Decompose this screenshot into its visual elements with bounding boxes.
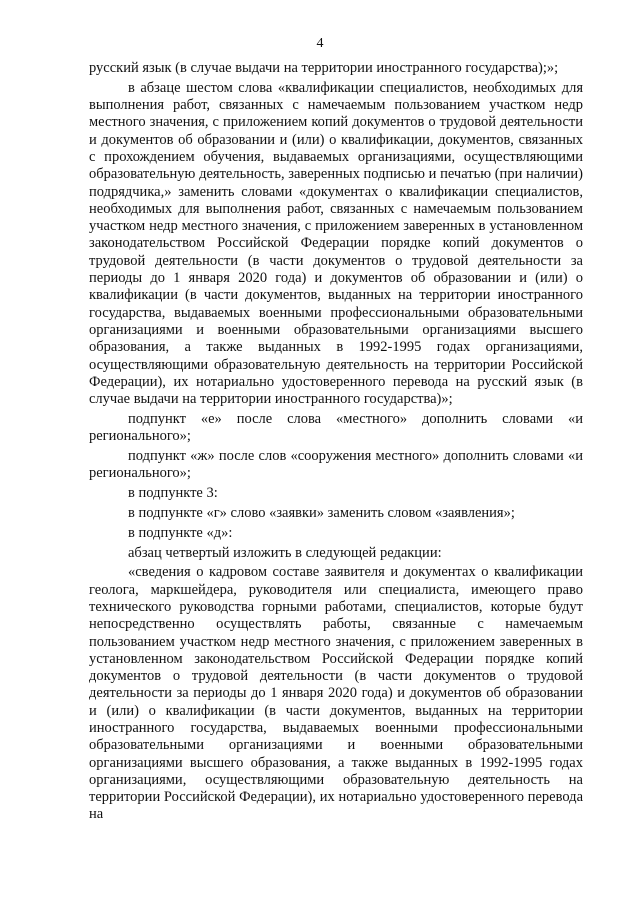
paragraph: в подпункте «г» слово «заявки» заменить словом «заявления»; bbox=[128, 504, 515, 521]
page-number: 4 bbox=[316, 36, 324, 51]
paragraph: абзац четвертый изложить в следующей редакции: bbox=[128, 544, 442, 561]
paragraph: подпункт «е» после слова «местного» дополнить словами «и регионального»; bbox=[89, 410, 583, 445]
paragraph: русский язык (в случае выдачи на территории иностранного государства);»; bbox=[89, 60, 559, 76]
paragraph: в подпункте «д»: bbox=[128, 524, 233, 541]
paragraph: подпункт «ж» после слов «сооружения местного» дополнить словами «и регионального»; bbox=[89, 448, 583, 482]
paragraph: «сведения о кадровом составе заявителя и документах о квалификации геолога, маркшейдера, руководителя или специалиста, имеющего право технического руководства горными работами, специалистов, которые будут непосредственно осуществлять работы, связанные с намечаемым пользованием участком недр местного значения, с приложением заверенных в установленном законодательством Российской Федерации порядке копий документов о трудовой деятельности (в части документов о трудовой деятельности за периоды до 1 января 2020 года) и документов об образовании и (или) о квалификации (в части документов, выданных на территории иностранного государства, выдаваемых военными профессиональными образовательными организациями и военными образовательными организациями высшего образования, а также выданных в 1992-1995 годах организациями, осуществляющими образовательную деятельность на территории Российской Федерации), их нотариально удостоверенного перевода на bbox=[89, 564, 583, 823]
paragraph: в абзаце шестом слова «квалификации специалистов, необходимых для выполнения работ, связанных с намечаемым пользованием участком недр местного значения, с приложением копий документов о трудовой деятельности и документов об образовании и (или) о квалификации, документов, связанных с прохождением обучения, выдаваемых организациями, осуществляющими образовательную деятельность, заверенных подписью и печатью (при наличии) подрядчика,» заменить словами «документах о квалификации специалистов, необходимых для выполнения работ, связанных с намечаемым пользованием участком недр местного значения, с приложением заверенных в установленном законодательством Российской Федерации порядке копий документов о трудовой деятельности (в части документов о трудовой деятельности за периоды до 1 января 2020 года) и документов об образовании и (или) о квалификации (в части документов, выданных на территории иностранного государства, выдаваемых военными профессиональными образовательными организациями и военными образовательными организациями высшего образования, а также выданных в 1992-1995 годах организациями, осуществляющими образовательную деятельность на территории Российской Федерации), их нотариально удостоверенного перевода на русский язык (в случае выдачи на территории иностранного государства)»; bbox=[89, 79, 583, 408]
paragraph: в подпункте 3: bbox=[128, 485, 218, 502]
document-body bbox=[89, 60, 583, 826]
